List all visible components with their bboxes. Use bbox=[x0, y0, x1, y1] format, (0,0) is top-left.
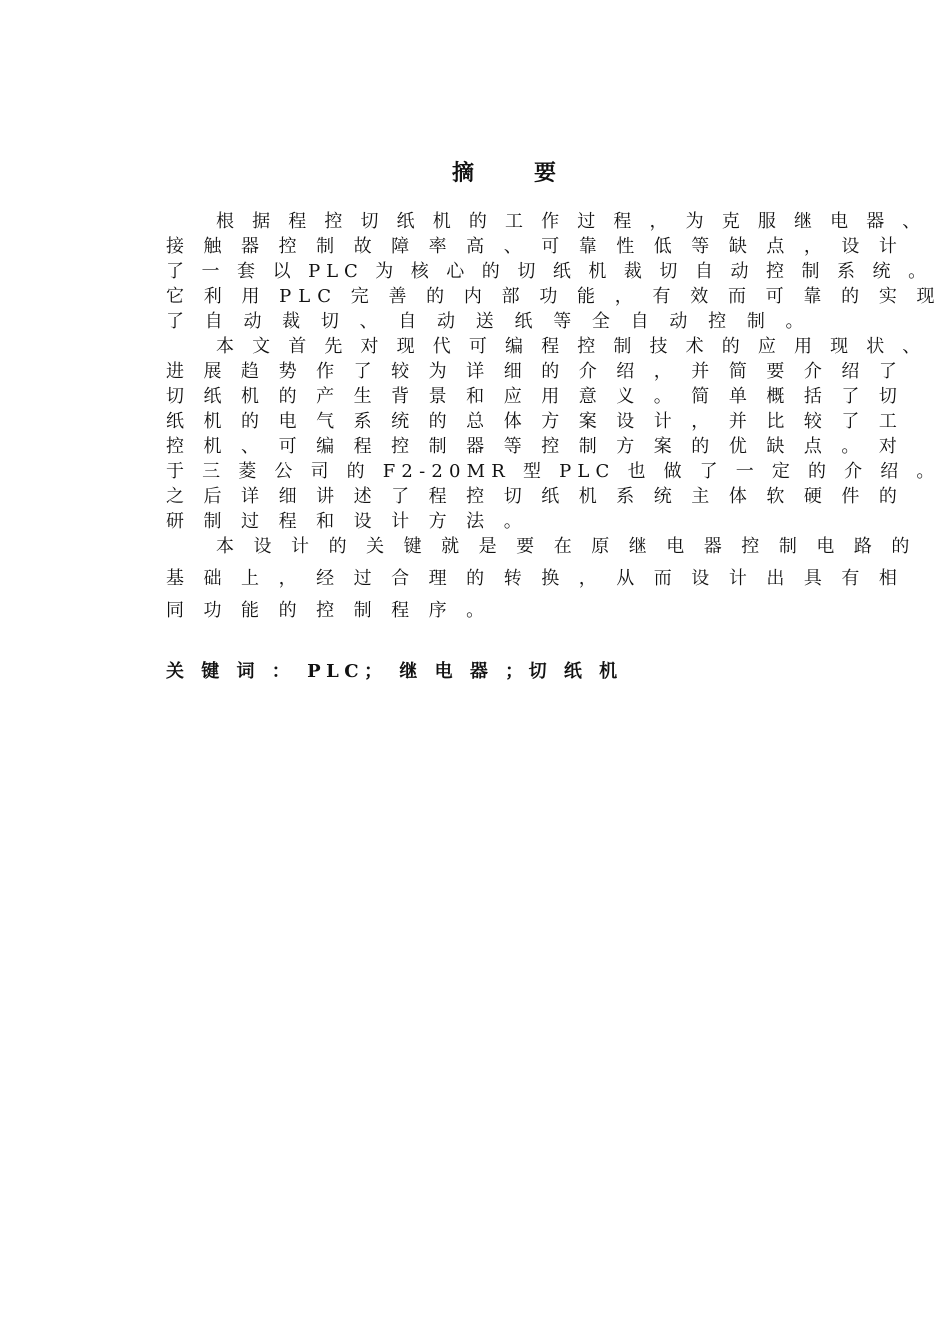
abstract-line: 进 展 趋 势 作 了 较 为 详 细 的 介 绍 ， 并 简 要 介 绍 了 bbox=[166, 361, 904, 382]
abstract-title bbox=[0, 156, 950, 187]
abstract-line: 基 础 上 ， 经 过 合 理 的 转 换 ， 从 而 设 计 出 具 有 相 bbox=[166, 568, 904, 589]
abstract-line: 根 据 程 控 切 纸 机 的 工 作 过 程 ， 为 克 服 继 电 器 、 bbox=[216, 211, 927, 232]
abstract-line: 了 自 动 裁 切 、 自 动 送 纸 等 全 自 动 控 制 。 bbox=[166, 311, 812, 332]
abstract-line: 之 后 详 细 讲 述 了 程 控 切 纸 机 系 统 主 体 软 硬 件 的 bbox=[166, 486, 904, 507]
abstract-title-right: 要 bbox=[534, 160, 559, 186]
abstract-line: 研 制 过 程 和 设 计 方 法 。 bbox=[166, 511, 529, 532]
abstract-line: 纸 机 的 电 气 系 统 的 总 体 方 案 设 计 ， 并 比 较 了 工 bbox=[166, 411, 904, 432]
abstract-line: 本 文 首 先 对 现 代 可 编 程 控 制 技 术 的 应 用 现 状 、 bbox=[216, 336, 927, 357]
abstract-line: 控 机 、 可 编 程 控 制 器 等 控 制 方 案 的 优 缺 点 。 对 bbox=[166, 436, 904, 457]
abstract-line: 它 利 用 PLC 完 善 的 内 部 功 能 ， 有 效 而 可 靠 的 实 现 bbox=[166, 286, 942, 307]
abstract-line: 同 功 能 的 控 制 程 序 。 bbox=[166, 600, 492, 621]
abstract-line: 接 触 器 控 制 故 障 率 高 、 可 靠 性 低 等 缺 点 ， 设 计 bbox=[166, 236, 904, 257]
abstract-line: 了 一 套 以 PLC 为 核 心 的 切 纸 机 裁 切 自 动 控 制 系 统 。 bbox=[166, 261, 932, 282]
keywords-line: 关 键 词 ： PLC； 继 电 器 ；切 纸 机 bbox=[166, 661, 623, 682]
abstract-line: 切 纸 机 的 产 生 背 景 和 应 用 意 义 。 简 单 概 括 了 切 bbox=[166, 386, 904, 407]
abstract-title-left: 摘 bbox=[451, 160, 476, 186]
abstract-line: 本 设 计 的 关 键 就 是 要 在 原 继 电 器 控 制 电 路 的 bbox=[216, 536, 917, 557]
abstract-line: 于 三 菱 公 司 的 F2-20MR 型 PLC 也 做 了 一 定 的 介 绍 。 bbox=[166, 461, 941, 482]
